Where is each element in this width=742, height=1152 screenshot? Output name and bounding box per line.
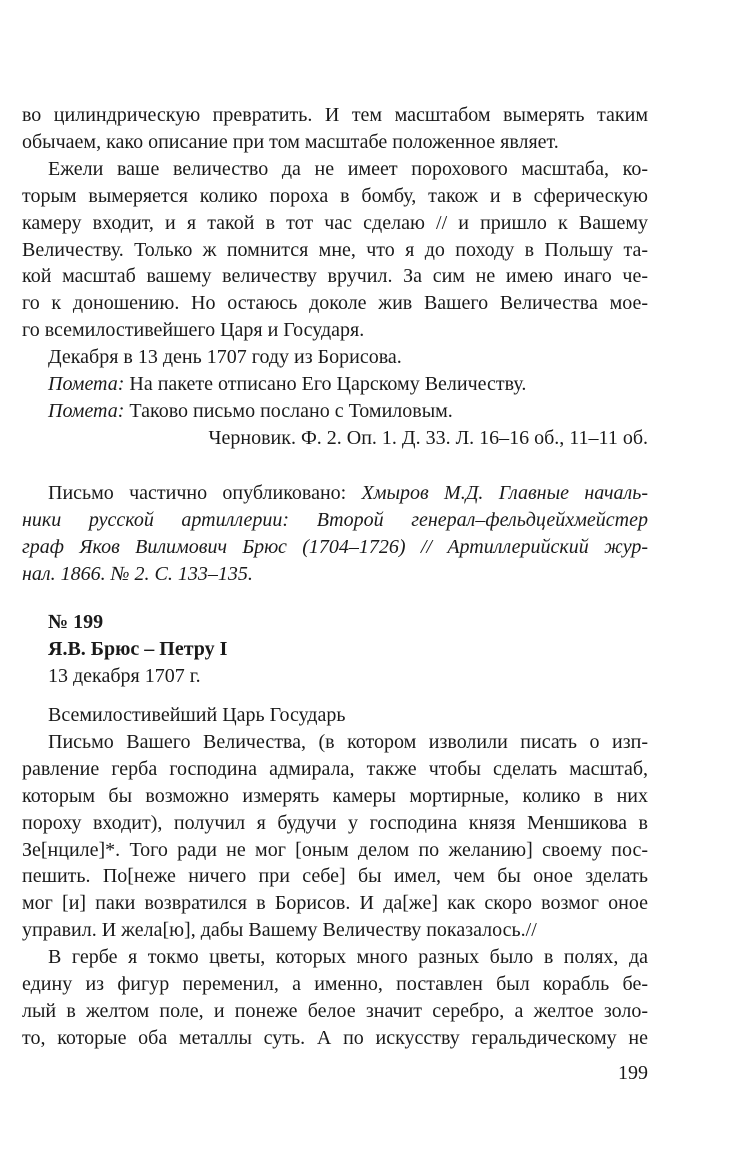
text-line xyxy=(22,756,648,783)
text-segment: то, которые оба металлы суть. А по искусству геральдическому не xyxy=(22,1026,648,1049)
text-segment: ники русской артиллерии: Второй генерал–фельдцейхмейстер xyxy=(22,508,648,531)
text-segment: камеру входит, и я такой в тот час сделаю // и пришло к Вашему xyxy=(22,211,648,234)
text-line xyxy=(22,290,648,317)
text-segment: Письмо частично опубликовано: xyxy=(48,482,362,504)
text-line xyxy=(22,102,648,129)
italic-text: Помета: xyxy=(48,373,125,395)
text-line xyxy=(48,636,648,663)
italic-text: Помета: xyxy=(48,399,125,422)
text-line xyxy=(48,398,648,425)
text-line xyxy=(22,263,648,290)
text-segment: которым бы возможно измерять камеры мортирные, колико в них xyxy=(22,784,648,807)
text-line xyxy=(48,663,648,690)
text-segment: во цилиндрическую превратить. И тем масштабом вымерять таким xyxy=(22,104,648,126)
text-segment: управил. И жела[ю], дабы Вашему Величеству показалось.// xyxy=(22,919,537,942)
italic-text: Хмыров М.Д. Главные началь- xyxy=(361,482,648,504)
text-segment: Таково письмо послано с Томиловым. xyxy=(124,399,453,422)
text-line xyxy=(22,810,648,837)
text-line xyxy=(22,783,648,810)
text-line xyxy=(48,371,648,398)
text-line xyxy=(22,971,648,998)
text-line xyxy=(48,944,648,971)
text-line xyxy=(48,609,648,636)
text-line xyxy=(22,237,648,264)
text-segment: обычаем, како описание при том масштабе положенное являет. xyxy=(22,130,559,153)
text-line xyxy=(48,156,648,183)
text-segment: го к доношению. Но остаюсь доколе жив Вашего Величества мое- xyxy=(22,292,648,315)
text-segment: 13 декабря 1707 г. xyxy=(48,664,201,687)
text-line xyxy=(22,317,648,344)
text-segment: пешить. По[неже ничего при себе] бы имел, чем бы оное зделать xyxy=(22,865,648,888)
text-segment: едину из фигур переменил, а именно, поставлен был корабль бе- xyxy=(22,973,648,995)
text-segment: торым вымеряется колико пороха в бомбу, також и в сферическую xyxy=(22,184,648,207)
text-segment: кой масштаб вашему величеству вручил. За сим не имею инаго че- xyxy=(22,265,648,288)
text-segment: Величеству. Только ж помнится мне, что я до походу в Польшу та- xyxy=(22,238,648,261)
text-segment: го всемилостивейшего Царя и Государя. xyxy=(22,319,365,342)
text-segment: мог [и] паки возвратился в Борисов. И да[же] как скоро возмог оное xyxy=(22,892,648,915)
text-line xyxy=(22,534,648,561)
text-segment: Всемилостивейший Царь Государь xyxy=(48,704,346,726)
text-line xyxy=(22,890,648,917)
text-line xyxy=(48,702,648,729)
text-segment: На пакете отписано Его Царскому Величеству. xyxy=(124,373,527,395)
text-segment: В гербе я токмо цветы, которых много разных было в полях, да xyxy=(48,946,648,969)
text-line xyxy=(48,344,648,371)
text-segment: равление герба господина адмирала, также чтобы сделать масштаб, xyxy=(22,757,648,780)
text-segment: Зе[нциле]*. Того ради не мог [оным делом по желанию] своему пос- xyxy=(22,838,648,861)
text-line xyxy=(22,129,648,156)
text-line xyxy=(22,210,648,237)
page-number: 199 xyxy=(618,1062,648,1084)
text-line xyxy=(22,998,648,1025)
text-line xyxy=(22,183,648,210)
text-line xyxy=(22,917,648,944)
text-segment: Черновик. Ф. 2. Оп. 1. Д. 33. Л. 16–16 об., 11–11 об. xyxy=(208,426,648,449)
text-line xyxy=(22,837,648,864)
text-segment: Письмо Вашего Величества, (в котором изволили писать о изп- xyxy=(48,730,648,753)
text-segment: Я.В. Брюс – Петру I xyxy=(48,637,228,660)
text-segment: № 199 xyxy=(48,611,104,633)
text-line xyxy=(22,561,648,588)
text-segment: Ежели ваше величество да не имеет порохового масштаба, ко- xyxy=(48,157,648,180)
text-segment: лый в желтом поле, и понеже белое значит серебро, а желтое золо- xyxy=(22,999,648,1022)
text-line xyxy=(22,507,648,534)
text-line xyxy=(22,1025,648,1052)
text-segment: Декабря в 13 день 1707 году из Борисова. xyxy=(48,346,402,369)
text-line xyxy=(48,480,648,507)
text-line xyxy=(22,425,648,452)
text-segment: нал. 1866. № 2. С. 133–135. xyxy=(22,562,253,585)
text-line xyxy=(22,863,648,890)
text-segment: граф Яков Вилимович Брюс (1704–1726) // Артиллерийский жур- xyxy=(22,535,648,558)
text-segment: пороху входит), получил я будучи у господина князя Меншикова в xyxy=(22,811,648,834)
text-line xyxy=(48,729,648,756)
